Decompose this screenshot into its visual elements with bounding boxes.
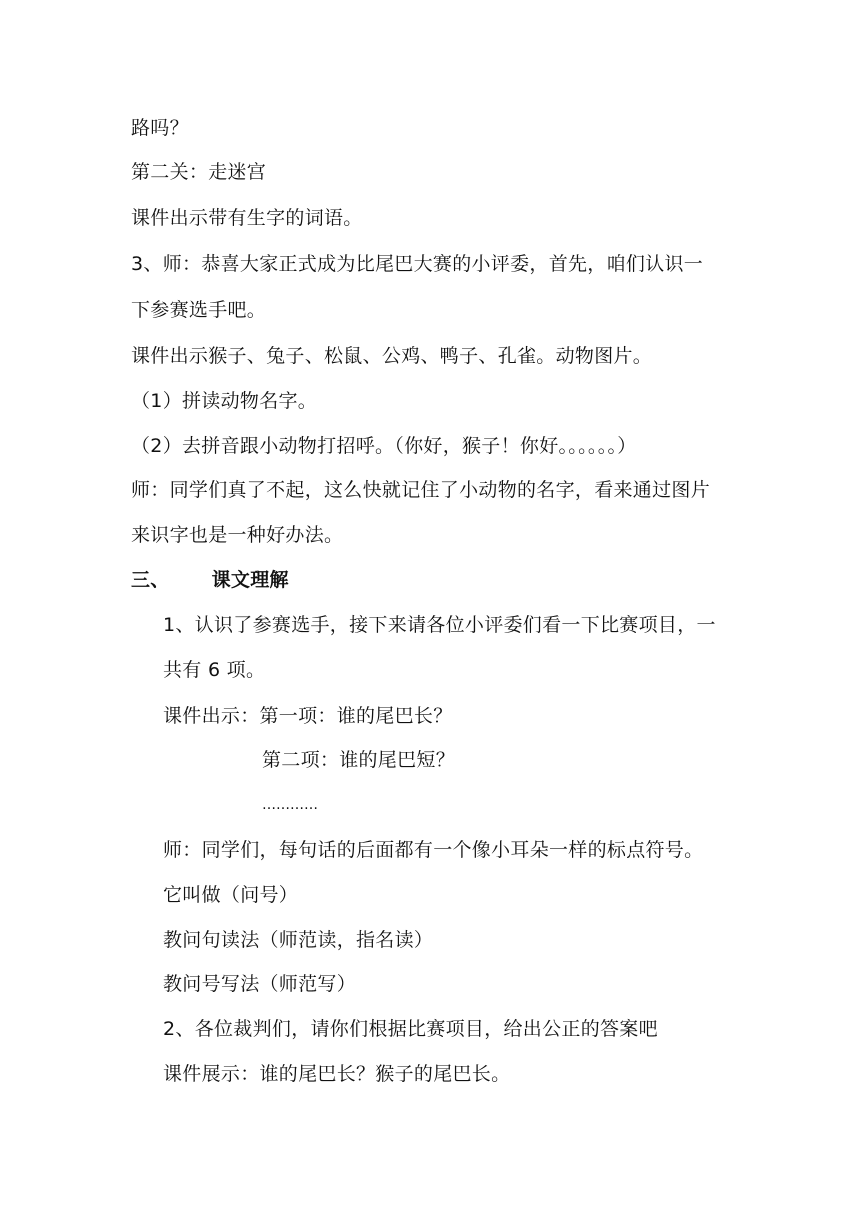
text-line: （1）拼读动物名字。 bbox=[131, 390, 318, 412]
text-line: （2）去拼音跟小动物打招呼。（你好，猴子！你好。。。。。。） bbox=[131, 435, 637, 457]
text-line: 下参赛选手吧。 bbox=[131, 299, 267, 321]
text-line: 课件展示：谁的尾巴长？猴子的尾巴长。 bbox=[163, 1063, 511, 1085]
section-title: 课文理解 bbox=[211, 569, 289, 591]
section-number: 三、 bbox=[131, 569, 170, 591]
text-line: 教问句读法（师范读，指名读） bbox=[163, 929, 434, 951]
text-line: 师：同学们，每句话的后面都有一个像小耳朵一样的标点符号。 bbox=[163, 839, 704, 861]
text-line: 它叫做（问号） bbox=[163, 884, 299, 906]
text-line: 共有 6 项。 bbox=[163, 659, 266, 681]
text-line: 2、各位裁判们，请你们根据比赛项目，给出公正的答案吧 bbox=[163, 1018, 658, 1040]
text-line: 课件出示：第一项：谁的尾巴长？ bbox=[163, 705, 453, 727]
text-line: 1、认识了参赛选手，接下来请各位小评委们看一下比赛项目，一 bbox=[163, 614, 716, 636]
text-line: 课件出示带有生字的词语。 bbox=[131, 207, 363, 229]
text-line: 师：同学们真了不起，这么快就记住了小动物的名字，看来通过图片 bbox=[131, 479, 711, 501]
text-line: 第二关：走迷宫 bbox=[131, 161, 267, 183]
text-line: 第二项：谁的尾巴短？ bbox=[262, 749, 456, 771]
text-line: 教问号写法（师范写） bbox=[163, 973, 357, 995]
text-line: 路吗？ bbox=[131, 117, 189, 139]
ellipsis-line: ………… bbox=[262, 797, 318, 813]
text-line: 3、师：恭喜大家正式成为比尾巴大赛的小评委，首先，咱们认识一 bbox=[131, 253, 704, 275]
text-line: 课件出示猴子、兔子、松鼠、公鸡、鸭子、孔雀。动物图片。 bbox=[131, 345, 653, 367]
section-heading bbox=[131, 567, 289, 593]
text-line: 来识字也是一种好办法。 bbox=[131, 524, 344, 546]
